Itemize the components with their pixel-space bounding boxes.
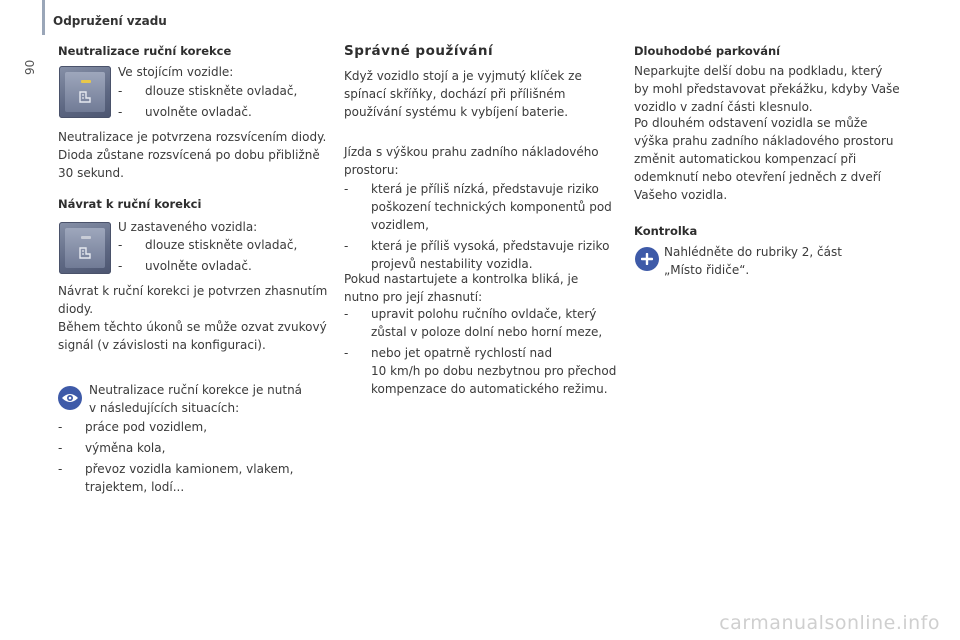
sec2-list	[118, 236, 338, 275]
col2-paragraph-3	[344, 270, 624, 306]
eye-icon	[58, 386, 82, 410]
text-line: Jízda s výškou prahu zadního nákladového	[344, 145, 599, 159]
col2-paragraph-2	[344, 143, 624, 179]
text-line: Neparkujte delší dobu na podkladu, který	[634, 64, 883, 78]
text-line: signál (v závislosti na konfiguraci).	[58, 338, 266, 352]
text-line: používání systému k vybíjení baterie.	[344, 105, 569, 119]
text-line: spínací skříňky, dochází při přílišném	[344, 87, 566, 101]
sec2-intro: U zastaveného vozidla:	[118, 220, 258, 234]
col3-paragraph-1	[634, 62, 924, 116]
list-item: - dlouze stiskněte ovladač,	[118, 82, 338, 100]
list-item: - převoz vozidla kamionem, vlakem, trajektem, lodí...	[58, 460, 328, 496]
text-line: odemknutí nebo otevření jedněch z dveří	[634, 170, 881, 184]
button-photo-led-on	[59, 66, 111, 118]
sec2-paragraph-1	[58, 282, 348, 318]
suspension-icon	[78, 90, 92, 104]
text-line: v následujících situacích:	[89, 401, 240, 415]
col3-paragraph-2	[634, 114, 924, 204]
text-line: Během těchto úkonů se může ozvat zvukový	[58, 320, 327, 334]
header-accent-bar	[42, 0, 45, 35]
text-line: Návrat k ruční korekci je potvrzen zhasnutím	[58, 284, 328, 298]
sec1-list	[118, 82, 338, 121]
text-line: diody.	[58, 302, 94, 316]
plus-icon	[635, 247, 659, 271]
list-item: - dlouze stiskněte ovladač,	[118, 236, 338, 254]
list-item: - práce pod vozidlem,	[58, 418, 328, 436]
sec2-paragraph-2	[58, 318, 348, 354]
text-line: Vašeho vozidla.	[634, 188, 728, 202]
col2-list-2	[344, 305, 629, 398]
text-line: změnit automatickou kompenzací při	[634, 152, 857, 166]
watermark-text: carmanualsonline.info	[719, 612, 940, 634]
text-line: Neutralizace je potvrzena rozsvícením diody.	[58, 130, 327, 144]
list-item: - upravit polohu ručního ovldače, který zůstal v poloze dolní nebo horní meze,	[344, 305, 629, 341]
text-line: Neutralizace ruční korekce je nutná	[89, 383, 303, 397]
section-title-kontrolka: Kontrolka	[634, 224, 698, 238]
section-title-dlouhodobe: Dlouhodobé parkování	[634, 44, 781, 58]
list-item: - uvolněte ovladač.	[118, 103, 338, 121]
text-line: Pokud nastartujete a kontrolka bliká, je	[344, 272, 579, 286]
text-line: vozidlo v zadní části klesnulo.	[634, 100, 813, 114]
suspension-icon	[78, 246, 92, 260]
text-line: Po dlouhém odstavení vozidla se může	[634, 116, 868, 130]
sec1-paragraph	[58, 128, 348, 182]
text-line: výška prahu zadního nákladového prostoru	[634, 134, 894, 148]
section-title-neutralizace: Neutralizace ruční korekce	[58, 44, 232, 58]
text-line: by mohl představovat překážku, kdyby Vaše	[634, 82, 900, 96]
list-item: - nebo jet opatrně rychlostí nad 10 km/h po dobu nezbytnou pro přechod kompenzace do automatického režimu.	[344, 344, 629, 398]
text-line: nutno pro její zhasnutí:	[344, 290, 483, 304]
text-line: prostoru:	[344, 163, 399, 177]
note-list	[58, 418, 328, 496]
list-item: - která je příliš nízká, představuje riziko poškození technických komponentů pod vozidlem,	[344, 180, 629, 234]
text-line: Když vozidlo stojí a je vyjmutý klíček ze	[344, 69, 582, 83]
section-title-spravne: Správné používání	[344, 43, 494, 59]
led-indicator-on	[81, 80, 91, 83]
text-line: Nahlédněte do rubriky 2, část	[664, 245, 842, 259]
kontrolka-note	[664, 243, 914, 279]
col2-paragraph-1	[344, 67, 624, 121]
button-photo-led-off	[59, 222, 111, 274]
text-line: „Místo řidiče“.	[664, 263, 750, 277]
page-header-title: Odpružení vzadu	[53, 14, 167, 28]
text-line: Dioda zůstane rozsvícená po dobu přibližně	[58, 148, 320, 162]
list-item: - výměna kola,	[58, 439, 328, 457]
section-title-navrat: Návrat k ruční korekci	[58, 197, 202, 211]
page-number: 90	[23, 59, 37, 75]
sec1-intro: Ve stojícím vozidle:	[118, 65, 234, 79]
text-line: 30 sekund.	[58, 166, 124, 180]
list-item: - která je příliš vysoká, představuje riziko projevů nestability vozidla.	[344, 237, 629, 273]
note-text	[89, 381, 339, 417]
col2-list-1	[344, 180, 629, 273]
led-indicator-off	[81, 236, 91, 239]
list-item: - uvolněte ovladač.	[118, 257, 338, 275]
